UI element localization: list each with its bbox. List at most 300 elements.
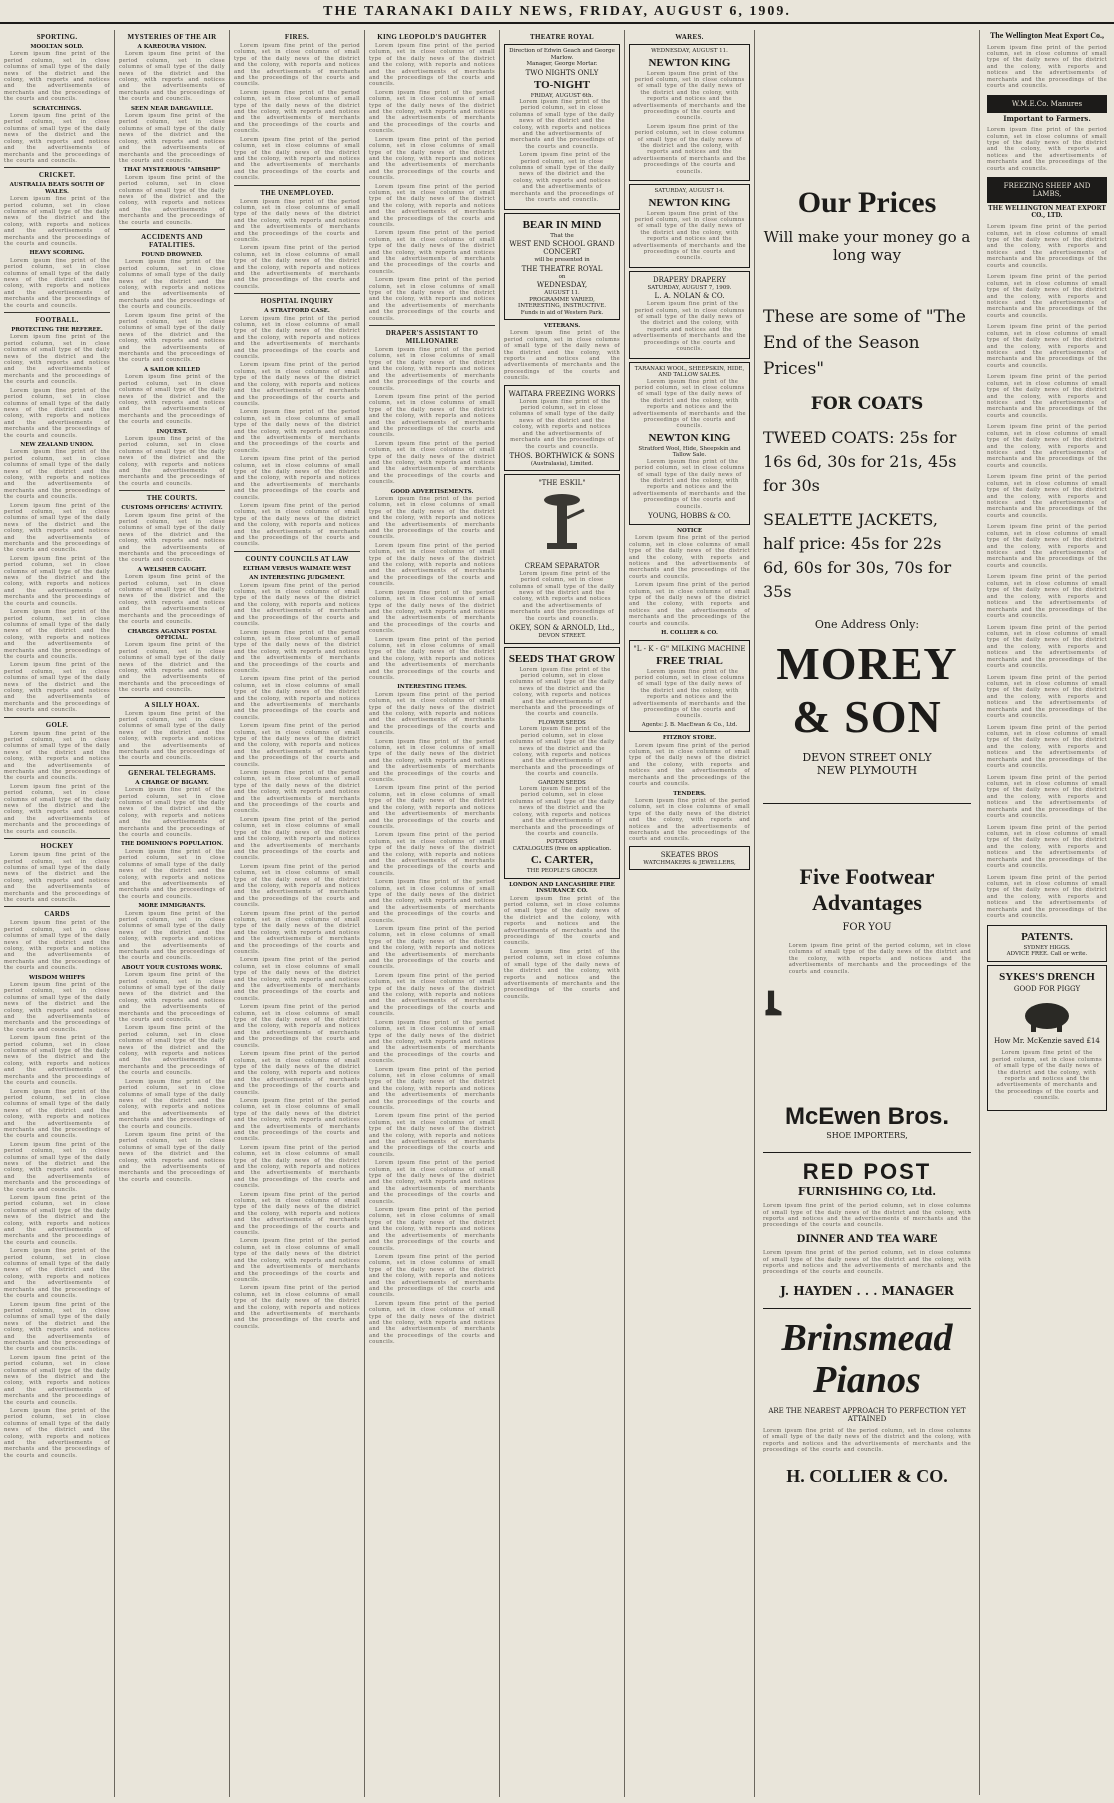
pig-icon xyxy=(1017,994,1077,1034)
ad-headline: Five Footwear Advantages xyxy=(799,864,935,915)
divider xyxy=(119,229,225,230)
article-text: Lorem ipsum fine print of the period column, set in close columns of small type of the daily news of the district and the colony, with reports and notices and the advertisements of merchants and the proceedings of the courts and councils. xyxy=(119,374,225,426)
ad-text: SEALETTE JACKETS, half price: 45s for 22s 6d, 60s for 30s, 70s for 35s xyxy=(763,510,952,601)
ad-text: SYDNEY HIGGS. xyxy=(1023,944,1071,951)
subheading: A WELSHER CAUGHT. xyxy=(137,566,207,573)
subheading: AN INTERESTING JUDGMENT. xyxy=(249,575,345,582)
article-text: Lorem ipsum fine print of the period column, set in close columns of small type of the daily news of the district and the colony, with reports and notices and the advertisements of merchants and the proceedings of the courts and councils. xyxy=(987,224,1107,269)
ad-headline: NEWTON KING xyxy=(648,431,731,444)
divider xyxy=(234,185,360,186)
article-text: Lorem ipsum fine print of the period column, set in close columns of small type of the daily news of the district and the colony, with reports and notices and the advertisements of merchants and the proceedings of the courts and councils. xyxy=(4,1301,110,1353)
article-text: Lorem ipsum fine print of the period column, set in close columns of small type of the daily news of the district and the colony, with reports and notices and the advertisements of merchants and the proceedings of the courts and councils. xyxy=(4,852,110,903)
article-text: Lorem ipsum fine print of the period column, set in close columns of small type of the daily news of the district and the colony, with reports and notices and the advertisements of merchants and the proceedings of the courts and councils. xyxy=(119,512,225,564)
wool-ad xyxy=(629,362,750,526)
ad-body: Lorem ipsum fine print of the period column, set in close columns of small type of the daily news of the district and the colony, with reports and notices and the advertisements of merchants and the proceedings of the courts and councils. xyxy=(509,726,615,778)
article-text: Lorem ipsum fine print of the period column, set in close columns of small type of the daily news of the district and the colony, with reports and notices and the advertisements of merchants and the proceedings of the courts and councils. xyxy=(4,387,110,439)
article-text: Lorem ipsum fine print of the period column, set in close columns of small type of the daily news of the district and the colony, with reports and notices and the advertisements of merchants and the proceedings of the courts and councils. xyxy=(4,1035,110,1087)
article-text: Lorem ipsum fine print of the period column, set in close columns of small type of the daily news of the district and the colony, with reports and notices and the advertisements of merchants and the proceedings of the courts and councils. xyxy=(369,785,495,830)
ad-body: Lorem ipsum fine print of the period column, set in close columns of small type of the daily news of the district and the colony, with reports and notices and the advertisements of merchants and the proceedings of the courts and councils. xyxy=(509,570,615,622)
subheading: H. COLLIER & CO. xyxy=(661,630,718,637)
divider xyxy=(234,293,360,294)
article-text: Lorem ipsum fine print of the period column, set in close columns of small type of the daily news of the district and the colony, with reports and notices and the advertisements of merchants and the proceedings of the courts and councils. xyxy=(369,1207,495,1252)
ad-text: DEVON STREET ONLY xyxy=(802,751,932,764)
auction-ad xyxy=(629,184,750,268)
article-text: Lorem ipsum fine print of the period column, set in close columns of small type of the daily news of the district and the colony, with reports and notices and the advertisements of merchants and the proceedings of the courts and councils. xyxy=(119,642,225,694)
ad-text: (Australasia), Limited. xyxy=(530,460,594,467)
divider xyxy=(119,765,225,766)
subheading: VETERANS. xyxy=(543,323,581,329)
ad-body: Lorem ipsum fine print of the period column, set in close columns of small type of the daily news of the district and the colony, with reports and notices and the advertisements of merchants and the proceedings of the courts and councils. xyxy=(509,99,615,150)
article-text: Lorem ipsum fine print of the period column, set in close columns of small type of the daily news of the district and the colony, with reports and notices and the advertisements of merchants and the proceedings of the courts and councils. xyxy=(234,1191,360,1237)
article-text: Lorem ipsum fine print of the period column, set in close columns of small type of the daily news of the district and the colony, with reports and notices and the advertisements of merchants and the proceedings of the courts and councils. xyxy=(369,440,495,486)
article-text: Lorem ipsum fine print of the period column, set in close columns of small type of the daily news of the district and the colony, with reports and notices and the advertisements of merchants and the proceedings of the courts and councils. xyxy=(369,1019,495,1065)
ad-text: FOR COATS xyxy=(810,394,924,414)
ad-text: WATCHMAKERS & JEWELLERS, xyxy=(643,859,736,866)
article-text: Lorem ipsum fine print of the period column, set in close columns of small type of the daily news of the district and the colony, with reports and notices and the advertisements of merchants and the proceedings of the courts and councils. xyxy=(987,774,1107,820)
subheading: WISDOM WHIFFS xyxy=(28,974,85,981)
article-text: Lorem ipsum fine print of the period column, set in close columns of small type of the daily news of the district and the colony, with reports and notices and the advertisements of merchants and the proceedings of the courts and councils. xyxy=(234,816,360,862)
article-text: Lorem ipsum fine print of the period column, set in close columns of small type of the daily news of the district and the colony, with reports and notices and the advertisements of merchants and the proceedings of the courts and councils. xyxy=(4,1248,110,1300)
milking-ad xyxy=(629,640,750,733)
column-wares xyxy=(625,30,755,1797)
subheading: MORE IMMIGRANTS. xyxy=(138,903,206,910)
subheading: A CHARGE OF BIGAMY. xyxy=(135,779,209,786)
theatre-ad xyxy=(504,44,620,210)
subheading: A KAREOURA VISION. xyxy=(137,44,207,50)
article-text: Lorem ipsum fine print of the period column, set in close columns of small type of the daily news of the district and the colony, with reports and notices and the advertisements of merchants and the proceedings of the courts and councils. xyxy=(369,589,495,635)
ad-headline: FREEZING SHEEP AND LAMBS, xyxy=(1003,182,1091,199)
article-text: Lorem ipsum fine print of the period column, set in close columns of small type of the daily news of the district and the colony, with reports and notices and the advertisements of merchants and the proceedings of the courts and councils. xyxy=(234,1097,360,1143)
article-text: Lorem ipsum fine print of the period column, set in close columns of small type of the daily news of the district and the colony, with reports and notices and the advertisements of merchants and the proceedings of the courts and councils. xyxy=(987,374,1107,419)
article-text: Lorem ipsum fine print of the period column, set in close columns of small type of the daily news of the district and the colony, with reports and notices and the advertisements of merchants and the proceedings of the courts and councils. xyxy=(119,312,225,364)
article-text: Lorem ipsum fine print of the period column, set in close columns of small type of the daily news of the district and the colony, with reports and notices and the advertisements of merchants and the proceedings of the courts and councils. xyxy=(119,710,225,762)
section-heading: GENERAL TELEGRAMS. xyxy=(128,768,216,777)
auction-ad xyxy=(629,44,750,181)
article-text: Lorem ipsum fine print of the period column, set in close columns of small type of the daily news of the district and the colony, with reports and notices and the advertisements of merchants and the proceedings of the courts and councils. xyxy=(987,574,1107,619)
ad-body: Lorem ipsum fine print of the period column, set in close columns of small type of the daily news of the district and the colony, with reports and notices and the advertisements of merchants and the proceedings of the courts and councils. xyxy=(763,1203,971,1229)
subheading: INQUEST. xyxy=(156,428,188,435)
ad-body: Lorem ipsum fine print of the period column, set in close columns of small type of the daily news of the district and the colony, with reports and notices and the advertisements of merchants and the proceedings of the courts and councils. xyxy=(763,1250,971,1276)
article-text: Lorem ipsum fine print of the period column, set in close columns of small type of the daily news of the district and the colony, with reports and notices and the advertisements of merchants and the proceedings of the courts and councils. xyxy=(119,259,225,311)
article-text: Lorem ipsum fine print of the period column, set in close columns of small type of the daily news of the district and the colony, with reports and notices and the advertisements of merchants and the proceedings of the courts and councils. xyxy=(369,879,495,924)
article-text: Lorem ipsum fine print of the period column, set in close columns of small type of the daily news of the district and the colony, with reports and notices and the advertisements of merchants and the proceedings of the courts and councils. xyxy=(629,582,750,627)
ad-text: TWO NIGHTS ONLY xyxy=(525,68,599,77)
ad-text: POTATOES xyxy=(546,839,578,846)
article-text: Lorem ipsum fine print of the period column, set in close columns of small type of the daily news of the district and the colony, with reports and notices and the advertisements of merchants and the proceedings of the courts and councils. xyxy=(987,724,1107,769)
article-text: Lorem ipsum fine print of the period column, set in close columns of small type of the daily news of the district and the colony, with reports and notices and the advertisements of merchants and the proceedings of the courts and councils. xyxy=(234,1144,360,1190)
article-text: Lorem ipsum fine print of the period column, set in close columns of small type of the daily news of the district and the colony, with reports and notices and the advertisements of merchants and the proceedings of the courts and councils. xyxy=(987,874,1107,920)
ad-text: GOOD FOR PIGGY xyxy=(1013,984,1081,993)
article-text: Lorem ipsum fine print of the period column, set in close columns of small type of the daily news of the district and the colony, with reports and notices and the advertisements of merchants and the proceedings of the courts and councils. xyxy=(119,574,225,626)
subheading: ELTHAM VERSUS WAIMATE WEST xyxy=(242,565,352,572)
article-text: Lorem ipsum fine print of the period column, set in close columns of small type of the daily news of the district and the colony, with reports and notices and the advertisements of merchants and the proceedings of the courts and councils. xyxy=(369,972,495,1018)
article-text: Lorem ipsum fine print of the period column, set in close columns of small type of the daily news of the district and the colony, with reports and notices and the advertisements of merchants and the proceedings of the courts and councils. xyxy=(987,674,1107,719)
article-text: Lorem ipsum fine print of the period column, set in close columns of small type of the daily news of the district and the colony, with reports and notices and the advertisements of merchants and the proceedings of the courts and councils. xyxy=(369,43,495,88)
ad-text: These are some of "The End of the Season Prices" xyxy=(763,307,966,379)
article-text: Lorem ipsum fine print of the period column, set in close columns of small type of the daily news of the district and the colony, with reports and notices and the advertisements of merchants and the proceedings of the courts and councils. xyxy=(504,895,620,947)
ad-body: Lorem ipsum fine print of the period column, set in close columns of small type of the daily news of the district and the colony, with reports and notices and the advertisements of merchants and the proceedings of the courts and councils. xyxy=(633,123,746,175)
ad-body: Lorem ipsum fine print of the period column, set in close columns of small type of the daily news of the district and the colony, with reports and notices and the advertisements of merchants and the proceedings of the courts and councils. xyxy=(633,70,746,122)
eskil-ad xyxy=(504,474,620,643)
section-heading: CRICKET. xyxy=(38,171,76,180)
divider xyxy=(4,312,110,313)
article-text: Lorem ipsum fine print of the period column, set in close columns of small type of the daily news of the district and the colony, with reports and notices and the advertisements of merchants and the proceedings of the courts and councils. xyxy=(369,1066,495,1111)
ad-text: Funds in aid of Western Park. xyxy=(520,309,604,316)
ad-headline: "THE ESKIL" xyxy=(538,479,586,488)
seeds-ad xyxy=(504,647,620,879)
article-text: Lorem ipsum fine print of the period column, set in close columns of small type of the daily news of the district and the colony, with reports and notices and the advertisements of merchants and the proceedings of the courts and councils. xyxy=(4,113,110,164)
article-text: Lorem ipsum fine print of the period column, set in close columns of small type of the daily news of the district and the colony, with reports and notices and the advertisements of merchants and the proceedings of the courts and councils. xyxy=(369,926,495,971)
column-leopold xyxy=(365,30,500,1797)
drapery-ad xyxy=(629,271,750,359)
divider xyxy=(119,697,225,698)
ad-text: Stratford Wool, Hide, Sheepskin and Tallow Sale. xyxy=(638,445,741,459)
article-text: Lorem ipsum fine print of the period column, set in close columns of small type of the daily news of the district and the colony, with reports and notices and the advertisements of merchants and the proceedings of the courts and councils. xyxy=(234,1051,360,1096)
ad-text: FOR YOU xyxy=(842,922,892,933)
ad-text: THE PEOPLE'S GROCER xyxy=(526,868,598,875)
article-text: Lorem ipsum fine print of the period column, set in close columns of small type of the daily news of the district and the colony, with reports and notices and the advertisements of merchants and the proceedings of the courts and councils. xyxy=(119,910,225,962)
article-text: Lorem ipsum fine print of the period column, set in close columns of small type of the daily news of the district and the colony, with reports and notices and the advertisements of merchants and the proceedings of the courts and councils. xyxy=(504,330,620,382)
ad-text: WEDNESDAY, AUGUST 11. xyxy=(651,48,728,54)
subheading: CUSTOMS OFFICERS' ACTIVITY. xyxy=(121,505,223,512)
article-text: Lorem ipsum fine print of the period column, set in close columns of small type of the daily news of the district and the colony, with reports and notices and the advertisements of merchants and the proceedings of the courts and councils. xyxy=(369,277,495,322)
article-text: Lorem ipsum fine print of the period column, set in close columns of small type of the daily news of the district and the colony, with reports and notices and the advertisements of merchants and the proceedings of the courts and councils. xyxy=(4,609,110,660)
ad-headline: DRAPERY DRAPERY xyxy=(652,275,727,284)
section-heading: THEATRE ROYAL xyxy=(530,33,594,41)
ad-text: PROGRAMME VARIED, INTERESTING, INSTRUCTIVE. xyxy=(518,296,606,309)
article-text: Lorem ipsum fine print of the period column, set in close columns of small type of the daily news of the district and the colony, with reports and notices and the advertisements of merchants and the proceedings of the courts and councils. xyxy=(234,1004,360,1049)
ad-text: WEDNESDAY, xyxy=(536,281,588,289)
section-heading: SPORTING. xyxy=(36,33,78,41)
ad-headline: SEEDS THAT GROW xyxy=(508,652,616,665)
morey-son-ad xyxy=(755,30,980,1795)
ad-text: GARDEN SEEDS xyxy=(538,779,586,786)
section-heading: THE UNEMPLOYED. xyxy=(260,188,334,197)
subheading: PROTECTING THE REFEREE. xyxy=(11,327,103,334)
ad-text: will be presented in xyxy=(534,257,590,263)
ad-text: ADVICE FREE. Call or write. xyxy=(1006,951,1088,958)
ad-text: DINNER AND TEA WARE xyxy=(796,1234,938,1245)
ad-text: DEVON STREET. xyxy=(538,633,586,640)
ad-text: YOUNG, HOBBS & CO. xyxy=(648,512,731,520)
article-text: Lorem ipsum fine print of the period column, set in close columns of small type of the daily news of the district and the colony, with reports and notices and the advertisements of merchants and the proceedings of the courts and councils. xyxy=(234,723,360,768)
divider xyxy=(234,551,360,552)
ad-text: SATURDAY, AUGUST 7, 1909. xyxy=(647,284,732,291)
article-text: Lorem ipsum fine print of the period column, set in close columns of small type of the daily news of the district and the colony, with reports and notices and the advertisements of merchants and the proceedings of the courts and councils. xyxy=(119,972,225,1024)
ad-text: CREAM SEPARATOR xyxy=(524,561,600,570)
divider xyxy=(763,1308,971,1309)
ad-body: Lorem ipsum fine print of the period column, set in close columns of small type of the daily news of the district and the colony, with reports and notices and the advertisements of merchants and the proceedings of the courts and councils. xyxy=(633,210,746,262)
ad-headline: Brinsmead Pianos xyxy=(781,1316,953,1401)
article-text: Lorem ipsum fine print of the period column, set in close columns of small type of the daily news of the district and the colony, with reports and notices and the advertisements of merchants and the proceedings of the courts and councils. xyxy=(369,89,495,135)
ad-headline: Our Prices xyxy=(797,186,937,219)
article-text: Lorem ipsum fine print of the period column, set in close columns of small type of the daily news of the district and the colony, with reports and notices and the advertisements of merchants and the proceedings of the courts and councils. xyxy=(369,1253,495,1299)
article-text: Lorem ipsum fine print of the period column, set in close columns of small type of the daily news of the district and the colony, with reports and notices and the advertisements of merchants and the proceedings of the courts and councils. xyxy=(987,274,1107,319)
ad-headline: "L - K - G" MILKING MACHINE xyxy=(633,644,746,653)
ad-body: Lorem ipsum fine print of the period column, set in close columns of small type of the daily news of the district and the colony, with reports and notices and the advertisements of merchants and the proceedings of the courts and councils. xyxy=(509,666,615,718)
divider xyxy=(369,325,495,326)
article-text: Lorem ipsum fine print of the period column, set in close columns of small type of the daily news of the district and the colony, with reports and notices and the advertisements of merchants and the proceedings of the courts and councils. xyxy=(234,89,360,135)
article-text: Lorem ipsum fine print of the period column, set in close columns of small type of the daily news of the district and the colony, with reports and notices and the advertisements of merchants and the proceedings of the courts and councils. xyxy=(4,1141,110,1193)
article-text: Lorem ipsum fine print of the period column, set in close columns of small type of the daily news of the district and the colony, with reports and notices and the advertisements of merchants and the proceedings of the courts and councils. xyxy=(4,1088,110,1140)
article-text: Lorem ipsum fine print of the period column, set in close columns of small type of the daily news of the district and the colony, with reports and notices and the advertisements of merchants and the proceedings of the courts and councils. xyxy=(987,474,1107,519)
article-text: Lorem ipsum fine print of the period column, set in close columns of small type of the daily news of the district and the colony, with reports and notices and the advertisements of merchants and the proceedings of the courts and councils. xyxy=(234,910,360,955)
article-text: Lorem ipsum fine print of the period column, set in close columns of small type of the daily news of the district and the colony, with reports and notices and the advertisements of merchants and the proceedings of the courts and councils. xyxy=(234,43,360,88)
waitara-ad xyxy=(504,385,620,472)
ad-headline: SYKES'S DRENCH xyxy=(999,970,1095,983)
article-text: Lorem ipsum fine print of the period column, set in close columns of small type of the daily news of the district and the colony, with reports and notices and the advertisements of merchants and the proceedings of the courts and councils. xyxy=(369,1300,495,1346)
article-text: Lorem ipsum fine print of the period column, set in close columns of small type of the daily news of the district and the colony, with reports and notices and the advertisements of merchants and the proceedings of the courts and councils. xyxy=(629,742,750,788)
section-heading: MYSTERIES OF THE AIR xyxy=(127,33,217,41)
article-text: Lorem ipsum fine print of the period column, set in close columns of small type of the daily news of the district and the colony, with reports and notices and the advertisements of merchants and the proceedings of the courts and councils. xyxy=(119,787,225,839)
ad-text: FRIDAY, AUGUST 6th. xyxy=(530,92,594,99)
ad-text: Manager, George Mortar. xyxy=(526,61,598,67)
ad-text: Direction of Edwin Geach and George Marlow. xyxy=(509,48,615,61)
ad-body: Lorem ipsum fine print of the period column, set in close columns of small type of the daily news of the district and the colony, with reports and notices and the advertisements of merchants and the proceedings of the courts and councils. xyxy=(633,668,746,720)
separator-icon xyxy=(532,488,592,558)
article-text: Lorem ipsum fine print of the period column, set in close columns of small type of the daily news of the district and the colony, with reports and notices and the advertisements of merchants and the proceedings of the courts and councils. xyxy=(369,1113,495,1158)
masthead-title: THE TARANAKI DAILY NEWS, FRIDAY, AUGUST 6, 1909. xyxy=(323,4,791,19)
article-text: Lorem ipsum fine print of the period column, set in close columns of small type of the daily news of the district and the colony, with reports and notices and the advertisements of merchants and the proceedings of the courts and councils. xyxy=(369,393,495,439)
concert-ad xyxy=(504,213,620,321)
ad-headline: WEST END SCHOOL GRAND CONCERT xyxy=(509,240,615,256)
subheading: INTERESTING ITEMS. xyxy=(397,684,467,691)
column-theatre xyxy=(500,30,625,1797)
article-text: Lorem ipsum fine print of the period column, set in close columns of small type of the daily news of the district and the colony, with reports and notices and the advertisements of merchants and the proceedings of the courts and councils. xyxy=(4,730,110,782)
article-text: Lorem ipsum fine print of the period column, set in close columns of small type of the daily news of the district and the colony, with reports and notices and the advertisements of merchants and the proceedings of the courts and councils. xyxy=(119,113,225,164)
section-heading: HOCKEY xyxy=(40,842,74,851)
article-text: Lorem ipsum fine print of the period column, set in close columns of small type of the daily news of the district and the colony, with reports and notices and the advertisements of merchants and the proceedings of the courts and councils. xyxy=(369,1160,495,1205)
article-text: Lorem ipsum fine print of the period column, set in close columns of small type of the daily news of the district and the colony, with reports and notices and the advertisements of merchants and the proceedings of the courts and councils. xyxy=(119,174,225,226)
article-text: Lorem ipsum fine print of the period column, set in close columns of small type of the daily news of the district and the colony, with reports and notices and the advertisements of merchants and the proceedings of the courts and councils. xyxy=(369,183,495,228)
divider xyxy=(4,167,110,168)
subheading: MOOLTAN SOLD. xyxy=(30,44,84,50)
section-heading: FIRES. xyxy=(284,33,310,41)
ad-body: Lorem ipsum fine print of the period column, set in close columns of small type of the daily news of the district and the colony, with reports and notices and the advertisements of merchants and the proceedings of the courts and councils. xyxy=(509,152,615,204)
article-text: Lorem ipsum fine print of the period column, set in close columns of small type of the daily news of the district and the colony, with reports and notices and the advertisements of merchants and the proceedings of the courts and councils. xyxy=(119,1131,225,1183)
ad-text: That the xyxy=(550,232,574,239)
article-text: Lorem ipsum fine print of the period column, set in close columns of small type of the daily news of the district and the colony, with reports and notices and the advertisements of merchants and the proceedings of the courts and councils. xyxy=(234,770,360,815)
ad-body: Lorem ipsum fine print of the period column, set in close columns of small type of the daily news of the district and the colony, with reports and notices and the advertisements of merchants and the proceedings of the courts and councils. xyxy=(788,943,971,975)
ad-headline: SKEATES BROS xyxy=(660,850,719,859)
article-text: Lorem ipsum fine print of the period column, set in close columns of small type of the daily news of the district and the colony, with reports and notices and the advertisements of merchants and the proceedings of the courts and councils. xyxy=(234,1238,360,1283)
article-text: Lorem ipsum fine print of the period column, set in close columns of small type of the daily news of the district and the colony, with reports and notices and the advertisements of merchants and the proceedings of the courts and councils. xyxy=(4,1354,110,1406)
article-text: Lorem ipsum fine print of the period column, set in close columns of small type of the daily news of the district and the colony, with reports and notices and the advertisements of merchants and the proceedings of the courts and councils. xyxy=(369,691,495,737)
article-text: Lorem ipsum fine print of the period column, set in close columns of small type of the daily news of the district and the colony, with reports and notices and the advertisements of merchants and the proceedings of the courts and councils. xyxy=(234,315,360,361)
article-text: Lorem ipsum fine print of the period column, set in close columns of small type of the daily news of the district and the colony, with reports and notices and the advertisements of merchants and the proceedings of the courts and councils. xyxy=(4,982,110,1033)
article-text: Lorem ipsum fine print of the period column, set in close columns of small type of the daily news of the district and the colony, with reports and notices and the advertisements of merchants and the proceedings of the courts and councils. xyxy=(987,824,1107,870)
ad-text: L. A. NOLAN & CO. xyxy=(654,292,725,301)
article-text: Lorem ipsum fine print of the period column, set in close columns of small type of the daily news of the district and the colony, with reports and notices and the advertisements of merchants and the proceedings of the courts and councils. xyxy=(629,535,750,580)
divider xyxy=(763,1152,971,1153)
article-text: Lorem ipsum fine print of the period column, set in close columns of small type of the daily news of the district and the colony, with reports and notices and the advertisements of merchants and the proceedings of the courts and councils. xyxy=(234,676,360,721)
section-heading: GOLF. xyxy=(45,720,69,729)
article-text: Lorem ipsum fine print of the period column, set in close columns of small type of the daily news of the district and the colony, with reports and notices and the advertisements of merchants and the proceedings of the courts and councils. xyxy=(234,362,360,407)
ad-text: TARANAKI WOOL, SHEEPSKIN, HIDE, AND TALLOW SALES. xyxy=(634,365,745,378)
skeates-ad xyxy=(629,846,750,871)
article-text: Lorem ipsum fine print of the period column, set in close columns of small type of the daily news of the district and the colony, with reports and notices and the advertisements of merchants and the proceedings of the courts and councils. xyxy=(629,797,750,843)
article-text: Lorem ipsum fine print of the period column, set in close columns of small type of the daily news of the district and the colony, with reports and notices and the advertisements of merchants and the proceedings of the courts and councils. xyxy=(234,136,360,182)
ad-subheadline: Will make your money go a long way xyxy=(763,228,971,264)
ad-headline: W.M.E.Co. Manures xyxy=(1011,99,1083,108)
ad-text: NEW PLYMOUTH xyxy=(816,764,918,777)
manures-ad xyxy=(987,95,1107,113)
article-text: Lorem ipsum fine print of the period column, set in close columns of small type of the daily news of the district and the colony, with reports and notices and the advertisements of merchants and the proceedings of the courts and councils. xyxy=(987,424,1107,469)
article-text: Lorem ipsum fine print of the period column, set in close columns of small type of the daily news of the district and the colony, with reports and notices and the advertisements of merchants and the proceedings of the courts and councils. xyxy=(234,409,360,454)
ad-text: J. HAYDEN . . . MANAGER xyxy=(780,1283,954,1298)
patents-ad xyxy=(987,925,1107,962)
article-text: Lorem ipsum fine print of the period column, set in close columns of small type of the daily news of the district and the colony, with reports and notices and the advertisements of merchants and the proceedings of the courts and councils. xyxy=(119,435,225,487)
article-text: Lorem ipsum fine print of the period column, set in close columns of small type of the daily news of the district and the colony, with reports and notices and the advertisements of merchants and the proceedings of the courts and councils. xyxy=(119,1078,225,1130)
article-text: Lorem ipsum fine print of the period column, set in close columns of small type of the daily news of the district and the colony, with reports and notices and the advertisements of merchants and the proceedings of the courts and councils. xyxy=(234,198,360,243)
ad-body: Lorem ipsum fine print of the period column, set in close columns of small type of the daily news of the district and the colony, with reports and notices and the advertisements of merchants and the proceedings of the courts and councils. xyxy=(633,301,746,353)
ad-body: Lorem ipsum fine print of the period column, set in close columns of small type of the daily news of the district and the colony, with reports and notices and the advertisements of merchants and the proceedings of the courts and councils. xyxy=(992,1050,1102,1102)
ad-headline: C. CARTER, xyxy=(530,854,594,867)
subheading: SCRATCHINGS. xyxy=(32,105,82,112)
subheading: FITZROY STORE. xyxy=(662,735,717,742)
column-sporting xyxy=(0,30,115,1797)
article-text: Lorem ipsum fine print of the period column, set in close columns of small type of the daily news of the district and the colony, with reports and notices and the advertisements of merchants and the proceedings of the courts and councils. xyxy=(987,624,1107,669)
ad-text: Agents: J. B. MacEwan & Co., Ltd. xyxy=(641,721,738,728)
article-text: Lorem ipsum fine print of the period column, set in close columns of small type of the daily news of the district and the colony, with reports and notices and the advertisements of merchants and the proceedings of the courts and councils. xyxy=(234,957,360,1002)
ad-headline: TO-NIGHT xyxy=(533,78,591,91)
section-heading: A SILLY HOAX. xyxy=(144,700,200,709)
article-text: Lorem ipsum fine print of the period column, set in close columns of small type of the daily news of the district and the colony, with reports and notices and the advertisements of merchants and the proceedings of the courts and councils. xyxy=(369,738,495,784)
subheading: AUSTRALIA BEATS SOUTH OF WALES. xyxy=(9,182,105,195)
section-heading: COUNTY COUNCILS AT LAW xyxy=(245,554,349,563)
article-text: Lorem ipsum fine print of the period column, set in close columns of small type of the daily news of the district and the colony, with reports and notices and the advertisements of merchants and the proceedings of the courts and councils. xyxy=(234,863,360,909)
footwear-ad-body xyxy=(763,943,971,1063)
ad-headline: H. COLLIER & CO. xyxy=(786,1465,948,1486)
subheading: Important to Farmers. xyxy=(1003,113,1091,123)
divider xyxy=(4,717,110,718)
article-text: Lorem ipsum fine print of the period column, set in close columns of small type of the daily news of the district and the colony, with reports and notices and the advertisements of merchants and the proceedings of the courts and councils. xyxy=(369,347,495,392)
ad-text: THOS. BORTHWICK & SONS xyxy=(509,451,615,460)
article-text: Lorem ipsum fine print of the period column, set in close columns of small type of the daily news of the district and the colony, with reports and notices and the advertisements of merchants and the proceedings of the courts and councils. xyxy=(4,334,110,386)
article-text: Lorem ipsum fine print of the period column, set in close columns of small type of the daily news of the district and the colony, with reports and notices and the advertisements of merchants and the proceedings of the courts and councils. xyxy=(369,230,495,275)
column-mysteries xyxy=(115,30,230,1797)
article-text: Lorem ipsum fine print of the period column, set in close columns of small type of the daily news of the district and the colony, with reports and notices and the advertisements of merchants and the proceedings of the courts and councils. xyxy=(4,662,110,714)
subheading: SEEN NEAR DARGAVILLE. xyxy=(130,105,214,112)
divider xyxy=(4,906,110,907)
section-heading: HOSPITAL INQUIRY xyxy=(260,297,334,306)
ad-headline: McEwen Bros. xyxy=(784,1103,950,1130)
ad-body: Lorem ipsum fine print of the period column, set in close columns of small type of the daily news of the district and the colony, with reports and notices and the advertisements of merchants and the proceedings of the courts and councils. xyxy=(509,786,615,837)
ad-text: SHOE IMPORTERS, xyxy=(826,1131,908,1140)
article-text: Lorem ipsum fine print of the period column, set in close columns of small type of the daily news of the district and the colony, with reports and notices and the advertisements of merchants and the proceedings of the courts and councils. xyxy=(4,555,110,607)
article-text: Lorem ipsum fine print of the period column, set in close columns of small type of the daily news of the district and the colony, with reports and notices and the advertisements of merchants and the proceedings of the courts and councils. xyxy=(369,636,495,681)
article-text: Lorem ipsum fine print of the period column, set in close columns of small type of the daily news of the district and the colony, with reports and notices and the advertisements of merchants and the proceedings of the courts and councils. xyxy=(4,257,110,309)
article-text: Lorem ipsum fine print of the period column, set in close columns of small type of the daily news of the district and the colony, with reports and notices and the advertisements of merchants and the proceedings of the courts and councils. xyxy=(119,51,225,103)
subheading: NOTICE xyxy=(676,528,703,534)
ad-headline: RED POST xyxy=(802,1159,932,1184)
article-text: Lorem ipsum fine print of the period column, set in close columns of small type of the daily news of the district and the colony, with reports and notices and the advertisements of merchants and the proceedings of the courts and councils. xyxy=(4,1195,110,1246)
ad-text: TWEED COATS: 25s for 16s 6d, 30s for 21s, 45s for 30s xyxy=(763,428,957,495)
ad-body: Lorem ipsum fine print of the period column, set in close columns of small type of the daily news of the district and the colony, with reports and notices and the advertisements of merchants and the proceedings of the courts and councils. xyxy=(763,1428,971,1454)
ad-body: Lorem ipsum fine print of the period column, set in close columns of small type of the daily news of the district and the colony, with reports and notices and the advertisements of merchants and the proceedings of the courts and councils. xyxy=(509,398,615,450)
ad-headline: NEWTON KING xyxy=(648,56,731,69)
ad-headline: WAITARA FREEZING WORKS xyxy=(508,389,616,398)
subheading: A STRATFORD CASE. xyxy=(264,308,330,315)
section-heading: ACCIDENTS AND FATALITIES. xyxy=(141,232,203,249)
ad-body: Lorem ipsum fine print of the period column, set in close columns of small type of the daily news of the district and the colony, with reports and notices and the advertisements of merchants and the proceedings of the courts and councils. xyxy=(633,378,746,430)
ad-text: THE THEATRE ROYAL xyxy=(521,264,603,273)
subheading: THE WELLINGTON MEAT EXPORT CO., LTD. xyxy=(988,205,1106,219)
section-heading: THE COURTS. xyxy=(146,494,198,503)
ad-headline: BEAR IN MIND xyxy=(522,218,602,231)
ad-text: FLOWER SEEDS xyxy=(538,719,586,726)
ad-text: on xyxy=(558,273,566,280)
masthead xyxy=(0,0,1114,24)
article-text: Lorem ipsum fine print of the period column, set in close columns of small type of the daily news of the district and the colony, with reports and notices and the advertisements of merchants and the proceedings of the courts and councils. xyxy=(4,783,110,835)
section-heading: DRAPER'S ASSISTANT TO MILLIONAIRE xyxy=(385,329,479,346)
article-text: Lorem ipsum fine print of the period column, set in close columns of small type of the daily news of the district and the colony, with reports and notices and the advertisements of merchants and the proceedings of the courts and councils. xyxy=(987,44,1107,90)
boot-icon xyxy=(763,943,783,1063)
ad-headline: NEWTON KING xyxy=(648,196,731,209)
subheading: HEAVY SCORING. xyxy=(29,250,85,257)
subheading: THE DOMINION'S POPULATION. xyxy=(120,841,224,848)
article-text: Lorem ipsum fine print of the period column, set in close columns of small type of the daily news of the district and the colony, with reports and notices and the advertisements of merchants and the proceedings of the courts and councils. xyxy=(119,848,225,900)
article-text: Lorem ipsum fine print of the period column, set in close columns of small type of the daily news of the district and the colony, with reports and notices and the advertisements of merchants and the proceedings of the courts and councils. xyxy=(369,542,495,588)
divider xyxy=(119,490,225,491)
ad-text: FURNISHING CO, Ltd. xyxy=(797,1185,937,1198)
subheading: FOUND DROWNED. xyxy=(141,251,203,258)
article-text: Lorem ipsum fine print of the period column, set in close columns of small type of the daily news of the district and the colony, with reports and notices and the advertisements of merchants and the proceedings of the courts and councils. xyxy=(369,136,495,182)
section-heading: KING LEOPOLD'S DAUGHTER xyxy=(377,33,487,41)
sykes-ad xyxy=(987,965,1107,1111)
article-text: Lorem ipsum fine print of the period column, set in close columns of small type of the daily news of the district and the colony, with reports and notices and the advertisements of merchants and the proceedings of the courts and councils. xyxy=(987,127,1107,172)
article-text: Lorem ipsum fine print of the period column, set in close columns of small type of the daily news of the district and the colony, with reports and notices and the advertisements of merchants and the proceedings of the courts and councils. xyxy=(4,51,110,103)
ad-text: CATALOGUES (free on application. xyxy=(512,845,612,852)
ad-headline: MOREY & SON xyxy=(776,638,958,742)
article-text: Lorem ipsum fine print of the period column, set in close columns of small type of the daily news of the district and the colony, with reports and notices and the advertisements of merchants and the proceedings of the courts and councils. xyxy=(4,196,110,247)
article-text: Lorem ipsum fine print of the period column, set in close columns of small type of the daily news of the district and the colony, with reports and notices and the advertisements of merchants and the proceedings of the courts and councils. xyxy=(234,582,360,628)
ad-text: OKEY, SON & ARNOLD, Ltd., xyxy=(509,624,615,633)
article-text: Lorem ipsum fine print of the period column, set in close columns of small type of the daily news of the district and the colony, with reports and notices and the advertisements of merchants and the proceedings of the courts and councils. xyxy=(369,832,495,877)
ad-text: AUGUST 11. xyxy=(544,290,580,296)
ad-body: Lorem ipsum fine print of the period column, set in close columns of small type of the daily news of the district and the colony, with reports and notices and the advertisements of merchants and the proceedings of the courts and councils. xyxy=(633,458,746,510)
subheading: A SAILOR KILLED xyxy=(143,366,201,373)
subheading: THAT MYSTERIOUS "AIRSHIP" xyxy=(123,167,221,174)
divider xyxy=(763,803,971,804)
ad-text: How Mr. McKenzie saved £14 xyxy=(994,1037,1100,1046)
ad-headline: PATENTS. xyxy=(1021,930,1073,943)
subheading: NEW ZEALAND UNION. xyxy=(20,441,94,448)
article-text: Lorem ipsum fine print of the period column, set in close columns of small type of the daily news of the district and the colony, with reports and notices and the advertisements of merchants and the proceedings of the courts and councils. xyxy=(987,324,1107,369)
article-text: Lorem ipsum fine print of the period column, set in close columns of small type of the daily news of the district and the colony, with reports and notices and the advertisements of merchants and the proceedings of the courts and councils. xyxy=(4,502,110,554)
section-heading: The Wellington Meat Export Co., xyxy=(989,31,1105,40)
column-right xyxy=(984,30,1110,1795)
section-heading: CARDS xyxy=(44,910,70,919)
article-text: Lorem ipsum fine print of the period column, set in close columns of small type of the daily news of the district and the colony, with reports and notices and the advertisements of merchants and the proceedings of the courts and councils. xyxy=(369,496,495,541)
article-text: Lorem ipsum fine print of the period column, set in close columns of small type of the daily news of the district and the colony, with reports and notices and the advertisements of merchants and the proceedings of the courts and councils. xyxy=(234,456,360,501)
subheading: GOOD ADVERTISEMENTS. xyxy=(390,488,474,495)
freezing-ad xyxy=(987,177,1107,203)
article-text: Lorem ipsum fine print of the period column, set in close columns of small type of the daily news of the district and the colony, with reports and notices and the advertisements of merchants and the proceedings of the courts and councils. xyxy=(119,1025,225,1077)
divider xyxy=(4,838,110,839)
subheading: ABOUT YOUR CUSTOMS WORK. xyxy=(121,964,223,971)
section-heading: WARES. xyxy=(675,33,704,41)
article-text: Lorem ipsum fine print of the period column, set in close columns of small type of the daily news of the district and the colony, with reports and notices and the advertisements of merchants and the proceedings of the courts and councils. xyxy=(4,449,110,501)
article-text: Lorem ipsum fine print of the period column, set in close columns of small type of the daily news of the district and the colony, with reports and notices and the advertisements of merchants and the proceedings of the courts and councils. xyxy=(234,629,360,674)
ad-text: SATURDAY, AUGUST 14. xyxy=(654,188,725,194)
article-text: Lorem ipsum fine print of the period column, set in close columns of small type of the daily news of the district and the colony, with reports and notices and the advertisements of merchants and the proceedings of the courts and councils. xyxy=(234,503,360,548)
ad-text: One Address Only: xyxy=(814,618,920,631)
section-heading: FOOTBALL. xyxy=(35,316,79,325)
ad-text: ARE THE NEAREST APPROACH TO PERFECTION YET ATTAINED xyxy=(768,1406,966,1423)
article-text: Lorem ipsum fine print of the period column, set in close columns of small type of the daily news of the district and the colony, with reports and notices and the advertisements of merchants and the proceedings of the courts and councils. xyxy=(987,524,1107,569)
article-text: Lorem ipsum fine print of the period column, set in close columns of small type of the daily news of the district and the colony, with reports and notices and the advertisements of merchants and the proceedings of the courts and councils. xyxy=(234,245,360,290)
